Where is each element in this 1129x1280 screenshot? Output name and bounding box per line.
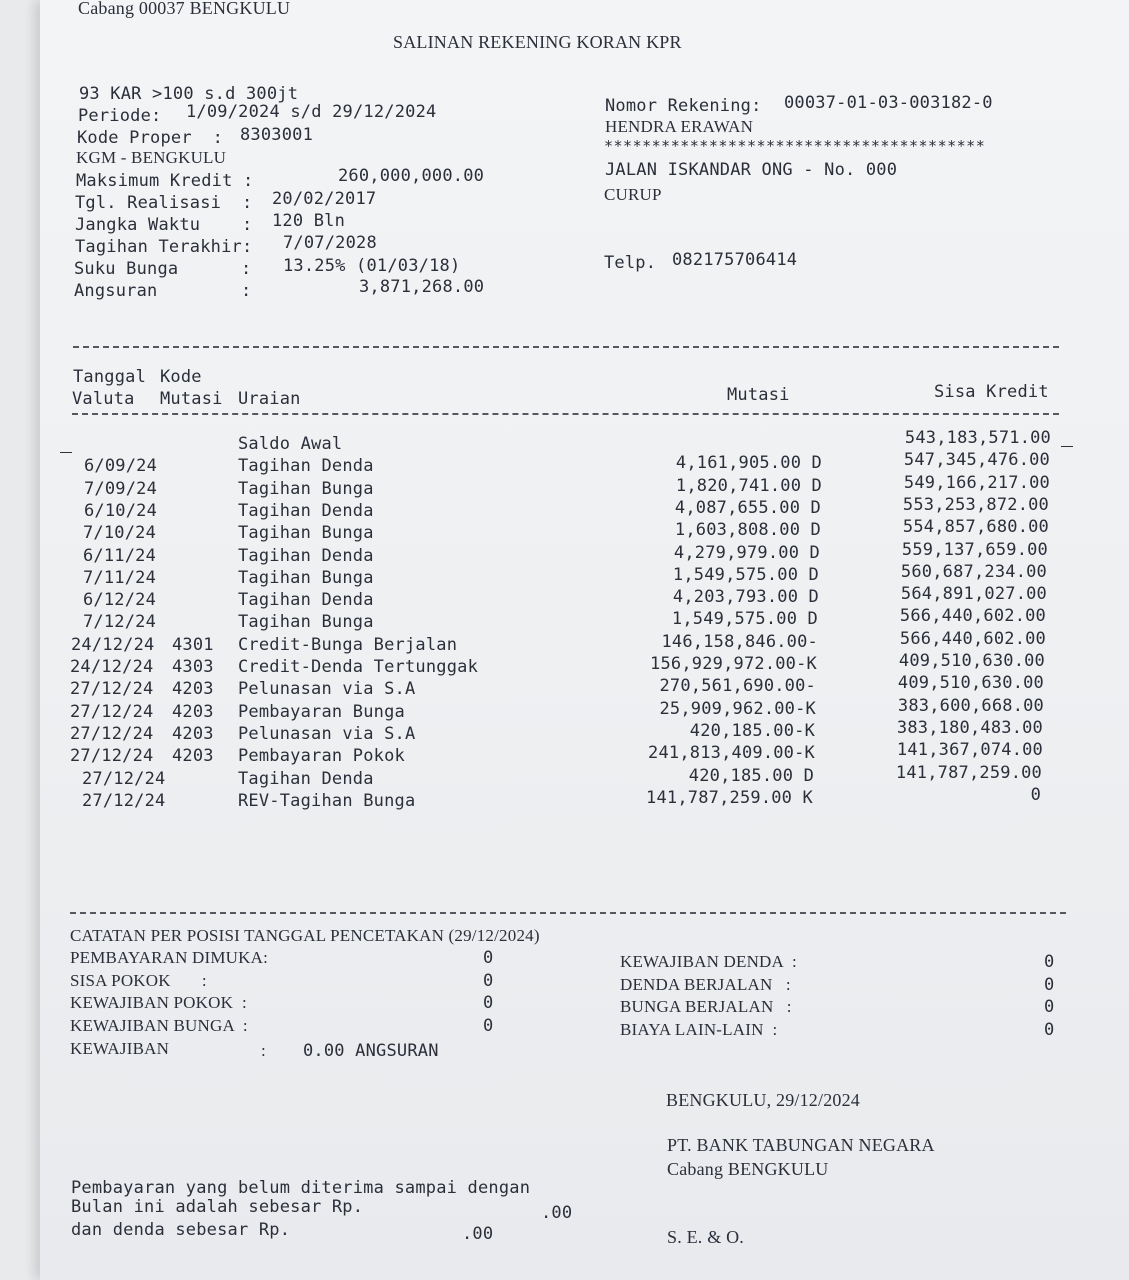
tx-amount: 146,158,846.00- — [661, 631, 818, 652]
tx-desc: Tagihan Denda — [238, 768, 374, 789]
tx-sisa: 553,253,872.00 — [902, 494, 1049, 515]
tx-date: 7/10/24 — [83, 523, 157, 544]
catatan-right-label: BIAYA LAIN-LAIN : — [620, 1019, 778, 1039]
bank-branch: Cabang BENGKULU — [667, 1159, 829, 1179]
tx-sisa: 0 — [1030, 784, 1041, 805]
tx-sisa: 559,137,659.00 — [901, 539, 1048, 560]
catatan-right-value: 0 — [1044, 974, 1055, 995]
separator-line-bottom — [70, 912, 1066, 914]
catatan-left-label: PEMBAYARAN DIMUKA: — [70, 948, 269, 967]
periode-label: Periode: — [78, 106, 162, 126]
tx-amount: 1,549,575.00 D — [672, 564, 819, 585]
tx-amount: 4,203,793.00 D — [672, 587, 819, 608]
tx-desc: Tagihan Bunga — [238, 612, 374, 633]
catatan-right-value: 0 — [1044, 952, 1055, 972]
tx-desc: Tagihan Bunga — [238, 478, 374, 499]
tx-amount: 1,603,808.00 D — [674, 520, 821, 541]
margin-mark-right — [1061, 446, 1073, 447]
col-sisa-kredit: Sisa Kredit — [934, 382, 1049, 402]
maks-kredit-value: 260,000,000.00 — [338, 166, 485, 186]
tx-sisa: 554,857,680.00 — [902, 517, 1049, 538]
tx-code: 4303 — [172, 657, 214, 677]
tx-desc: Tagihan Denda — [238, 500, 374, 521]
angsuran-value: 3,871,268.00 — [359, 277, 485, 297]
suku-bunga-value: 13.25% (01/03/18) — [283, 256, 461, 276]
bank-name: PT. BANK TABUNGAN NEGARA — [667, 1135, 935, 1155]
nomor-rekening-value: 00037-01-03-003182-0 — [784, 93, 993, 113]
catatan-right-label: BUNGA BERJALAN : — [620, 997, 792, 1017]
kewajiban-value: 0.00 ANGSURAN — [303, 1041, 439, 1061]
kewajiban-label: KEWAJIBAN — [70, 1039, 170, 1058]
tx-amount: 156,929,972.00-K — [650, 654, 817, 674]
tx-date: 27/12/24 — [70, 679, 154, 700]
col-uraian: Uraian — [238, 389, 301, 409]
customer-address: JALAN ISKANDAR ONG - No. 000 — [605, 160, 898, 180]
catatan-left-label: SISA POKOK : — [70, 970, 207, 990]
tx-date: 6/10/24 — [84, 500, 158, 521]
tx-date: 6/11/24 — [83, 545, 157, 566]
col-tanggal: Tanggal — [73, 367, 147, 387]
tx-date: 6/09/24 — [84, 456, 158, 477]
catatan-left-label: KEWAJIBAN POKOK : — [70, 993, 247, 1013]
tx-sisa: 383,600,668.00 — [897, 695, 1044, 716]
tx-desc: Tagihan Denda — [238, 590, 374, 611]
margin-mark-left — [60, 452, 72, 453]
masked-line: **************************************** — [604, 137, 986, 155]
col-mutasi: Mutasi — [727, 385, 790, 405]
tx-sisa: 566,440,602.00 — [899, 628, 1046, 649]
tx-code: 4203 — [172, 679, 214, 700]
catatan-left-label: KEWAJIBAN BUNGA : — [70, 1015, 248, 1035]
tx-code: 4203 — [172, 746, 214, 767]
customer-name: HENDRA ERAWAN — [605, 117, 754, 136]
page-title: SALINAN REKENING KORAN KPR — [393, 32, 682, 52]
tx-sisa: 409,510,630.00 — [897, 673, 1044, 694]
tx-sisa: 566,440,602.00 — [899, 606, 1046, 627]
tx-date: 7/12/24 — [83, 612, 157, 633]
catatan-left-value: 0 — [483, 970, 494, 991]
tx-sisa: 141,367,074.00 — [896, 740, 1043, 761]
tx-date: 27/12/24 — [70, 723, 154, 744]
kode-proper-label: Kode Proper : — [77, 128, 224, 148]
suku-bunga-label: Suku Bunga : — [74, 259, 252, 279]
tx-code: 4203 — [172, 723, 214, 744]
telp-value: 082175706414 — [672, 250, 798, 270]
tx-sisa: 547,345,476.00 — [903, 450, 1050, 471]
tx-amount: 141,787,259.00 K — [646, 787, 813, 808]
tx-desc: Pembayaran Bunga — [238, 701, 405, 722]
tx-sisa: 549,166,217.00 — [903, 472, 1050, 493]
tx-date: 27/12/24 — [82, 768, 166, 789]
col-kode: Kode — [160, 367, 202, 387]
note-line-1: Pembayaran yang belum diterima sampai dengan — [71, 1178, 531, 1198]
tx-desc: Tagihan Bunga — [238, 567, 374, 588]
catatan-title: CATATAN PER POSISI TANGGAL PENCETAKAN (29/12/2024) — [70, 926, 540, 945]
tx-date: 27/12/24 — [70, 746, 154, 767]
jangka-waktu-value: 120 Bln — [272, 211, 346, 231]
tx-amount: 270,561,690.00- — [659, 676, 816, 697]
seo-note: S. E. & O. — [667, 1227, 745, 1247]
tx-date: 24/12/24 — [70, 657, 154, 677]
tx-date: 24/12/24 — [71, 634, 155, 655]
tx-sisa: 543,183,571.00 — [904, 428, 1051, 448]
jangka-waktu-label: Jangka Waktu : — [75, 215, 253, 235]
product-name: 93 KAR >100 s.d 300jt — [79, 84, 299, 104]
note-line-3-value: .00 — [462, 1224, 494, 1244]
tx-desc: REV-Tagihan Bunga — [238, 790, 416, 811]
customer-city: CURUP — [604, 185, 662, 204]
kewajiban-colon: : — [261, 1041, 266, 1060]
tgl-realisasi-value: 20/02/2017 — [272, 189, 377, 209]
tx-date: 27/12/24 — [82, 790, 166, 811]
tx-date: 27/12/24 — [70, 701, 154, 722]
catatan-left-value: 0 — [483, 993, 494, 1014]
tx-desc: Saldo Awal — [238, 434, 343, 454]
tx-amount: 1,549,575.00 D — [671, 609, 818, 630]
tx-desc: Pelunasan via S.A — [238, 679, 416, 700]
col-valuta: Valuta — [72, 389, 135, 409]
tx-desc: Pembayaran Pokok — [238, 746, 405, 767]
tx-amount: 241,813,409.00-K — [648, 743, 815, 764]
separator-line — [73, 346, 1059, 348]
col-mutasi-code: Mutasi — [160, 389, 223, 409]
tgl-realisasi-label: Tgl. Realisasi : — [75, 193, 253, 213]
tx-desc: Pelunasan via S.A — [238, 723, 416, 744]
tx-sisa: 560,687,234.00 — [900, 561, 1047, 582]
tx-code: 4301 — [172, 634, 214, 655]
kode-proper-value: 8303001 — [240, 125, 314, 145]
telp-label: Telp. — [604, 253, 657, 273]
tx-desc: Credit-Bunga Berjalan — [238, 634, 458, 655]
tx-amount: 420,185.00-K — [689, 720, 815, 741]
tagihan-terakhir-label: Tagihan Terakhir: — [75, 237, 253, 257]
tx-amount: 4,087,655.00 D — [674, 497, 821, 518]
tagihan-terakhir-value: 7/07/2028 — [283, 233, 377, 253]
tx-sisa: 383,180,483.00 — [896, 717, 1043, 738]
tx-sisa: 141,787,259.00 — [895, 762, 1042, 783]
tx-date: 6/12/24 — [83, 590, 157, 611]
catatan-right-label: KEWAJIBAN DENDA : — [620, 952, 797, 971]
catatan-left-value: 0 — [483, 1015, 494, 1036]
note-line-2: Bulan ini adalah sebesar Rp. — [71, 1197, 364, 1217]
tx-desc: Tagihan Denda — [238, 456, 374, 477]
branch-header: Cabang 00037 BENGKULU — [78, 0, 291, 18]
tx-sisa: 409,510,630.00 — [898, 651, 1045, 671]
header-separator — [72, 413, 1059, 415]
tx-desc: Tagihan Denda — [238, 545, 374, 566]
tx-desc: Credit-Denda Tertunggak — [238, 657, 479, 677]
tx-amount: 420,185.00 D — [688, 765, 814, 786]
tx-amount: 25,909,962.00-K — [659, 698, 816, 719]
catatan-right-value: 0 — [1044, 1019, 1055, 1040]
tx-desc: Tagihan Bunga — [238, 523, 374, 544]
tx-amount: 4,279,979.00 D — [673, 542, 820, 563]
maks-kredit-label: Maksimum Kredit : — [76, 171, 254, 191]
tx-code: 4203 — [172, 701, 214, 722]
kgm-label: KGM - BENGKULU — [76, 148, 227, 167]
catatan-right-value: 0 — [1044, 997, 1055, 1018]
tx-date: 7/09/24 — [84, 478, 158, 499]
tx-amount: 1,820,741.00 D — [675, 475, 822, 496]
angsuran-label: Angsuran : — [74, 281, 252, 301]
catatan-right-label: DENDA BERJALAN : — [620, 974, 791, 994]
note-line-2-value: .00 — [541, 1203, 573, 1223]
periode-value: 1/09/2024 s/d 29/12/2024 — [186, 102, 437, 122]
tx-amount: 4,161,905.00 D — [675, 453, 822, 474]
note-line-3: dan denda sebesar Rp. — [71, 1220, 291, 1240]
nomor-rekening-label: Nomor Rekening: — [605, 96, 762, 116]
catatan-left-value: 0 — [483, 948, 494, 968]
place-date: BENGKULU, 29/12/2024 — [666, 1090, 860, 1110]
tx-date: 7/11/24 — [83, 567, 157, 588]
tx-sisa: 564,891,027.00 — [900, 584, 1047, 605]
